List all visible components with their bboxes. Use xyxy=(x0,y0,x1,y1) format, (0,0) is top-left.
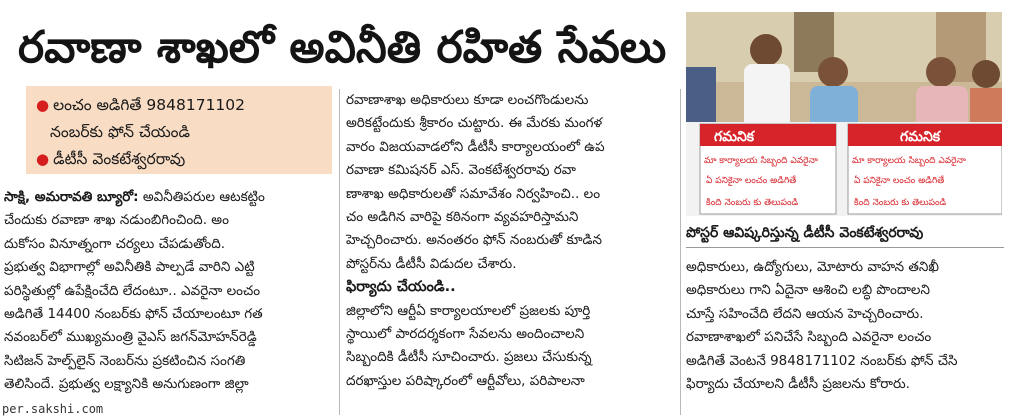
article-column-1 xyxy=(4,186,332,397)
article-line: అడిగితే 14400 నంబర్‌కు ఫోన్ చేయాలంటూ గత xyxy=(4,306,263,323)
article-line: తెలిసిందే. ప్రభుత్వ లక్ష్యానికి అనుగుణంగా జిల్లా xyxy=(4,376,249,393)
article-line: రవాణా కమిషనర్ ఎస్. వెంకటేశ్వరరావు రవా xyxy=(346,162,576,179)
highlights-box xyxy=(26,86,332,174)
article-line: అడిగితే వెంటనే 9848171102 నంబర్‌కు ఫోన్ చేసి xyxy=(686,352,958,369)
source-watermark: per.sakshi.com xyxy=(0,399,130,419)
bullet-icon: ● xyxy=(36,96,50,114)
article-line: దుకోసం వినూత్నంగా చర్యలు చేపడుతోంది. xyxy=(4,235,226,252)
article-line: నవంబర్‌లో ముఖ్యమంత్రి వైఎస్ జగన్‌మోహన్‌రెడ్డి xyxy=(4,329,257,346)
svg-text:మా కార్యాలయ సిబ్బంది ఎవరైనా: మా కార్యాలయ సిబ్బంది ఎవరైనా xyxy=(704,156,818,166)
poster-left xyxy=(700,124,836,214)
article-line: రవాణాశాఖ అధికారులు కూడా లంచగొండులను xyxy=(346,92,589,108)
highlight-line: ● డీటీసీ వెంకటేశ్వరరావు xyxy=(36,150,186,168)
article-line: అరికట్టేందుకు శ్రీకారం చుట్టారు. ఈ మేరకు మంగళ xyxy=(346,115,603,132)
article-line: స్థాయిలో పారదర్శకంగా సేవలను అందించాలని xyxy=(346,326,585,343)
svg-text:కింది నెంబరు కు తెలుపండి: కింది నెంబరు కు తెలుపండి xyxy=(854,198,947,208)
svg-text:ఏ పనికైనా లంచం అడిగితే: ఏ పనికైనా లంచం అడిగితే xyxy=(706,176,797,186)
article-line: సిబ్బందికి డీటీసీ సూచించారు. ప్రజలు చేసుకున్న xyxy=(346,349,592,366)
highlight-line: నంబర్‌కు ఫోన్ చేయండి xyxy=(50,123,191,141)
article-line: జిల్లాలోని ఆర్టీఏ కార్యాలయాలలో ప్రజలకు పూర్తి xyxy=(346,302,591,319)
highlight-line: ● లంచం అడిగితే 9848171102 xyxy=(36,96,246,114)
article-column-3 xyxy=(686,256,1008,396)
news-photo xyxy=(686,12,1002,216)
article-line: చూస్తే సహించేది లేదని ఆయన హెచ్చరించారు. xyxy=(686,305,924,322)
column-divider xyxy=(680,89,681,415)
article-line: ణాశాఖ అధికారులతో సమావేశం నిర్వహించి.. లం xyxy=(346,185,601,202)
subheading: ఫిర్యాదు చేయండి.. xyxy=(346,279,456,296)
poster-right xyxy=(848,124,1002,214)
article-line: వారం విజయవాడలోని డీటీసీ కార్యాలయంలో ఉప xyxy=(346,138,605,155)
photo-caption: పోస్టర్ ఆవిష్కరిస్తున్న డీటీసీ వెంకటేశ్వరరావు xyxy=(686,225,924,241)
article-line: ప్రభుత్వ విభాగాల్లో అవినీతికి పాల్పడే వారిని ఎట్టి xyxy=(4,259,255,276)
svg-text:ఏ పనికైనా లంచం అడిగితే: ఏ పనికైనా లంచం అడిగితే xyxy=(854,176,945,186)
article-line: సిటిజన్ హెల్ప్‌లైన్ నెంబర్‌ను ప్రకటించిన సంగతి xyxy=(4,352,246,369)
svg-text:గమనిక: గమనిక xyxy=(900,129,941,145)
svg-text:మా కార్యాలయ సిబ్బంది ఎవరైనా: మా కార్యాలయ సిబ్బంది ఎవరైనా xyxy=(852,156,966,166)
article-line: చం అడిగిన వారిపై కఠినంగా వ్యవహరిస్తామని xyxy=(346,209,579,226)
article-line: అధికారులు గాని ఏదైనా ఆశించి లబ్ధి పొందాలని xyxy=(686,282,930,299)
article-line: సాక్షి, అమరావతి బ్యూరో: అవినీతిపరుల ఆటకట్టిం xyxy=(4,189,265,205)
article-line: రవాణాశాఖలో పనిచేసే సిబ్బంది ఎవరైనా లంచం xyxy=(686,329,932,346)
article-line: పోస్టర్‌ను డీటీసీ విడుదల చేశారు. xyxy=(346,255,517,272)
article-line: పరిస్థితుల్లో ఉపేక్షించేది లేదంటూ.. ఎవరైనా లంచం xyxy=(4,282,261,299)
article-column-2 xyxy=(346,89,676,393)
svg-text:గమనిక: గమనిక xyxy=(714,129,755,145)
bullet-icon: ● xyxy=(36,150,50,168)
article-line: హెచ్చరించారు. అనంతరం ఫోన్ నంబరుతో కూడిన xyxy=(346,232,603,249)
column-divider xyxy=(339,89,340,415)
article-line: ఫిర్యాదు చేయాలని డీటీసీ ప్రజలను కోరారు. xyxy=(686,376,910,393)
dateline: సాక్షి, అమరావతి బ్యూరో: xyxy=(4,189,139,205)
photo-illustration xyxy=(686,12,1002,216)
svg-text:కింది నెంబరు కు తెలుపండి: కింది నెంబరు కు తెలుపండి xyxy=(706,198,799,208)
article-line: చేందుకు రవాణా శాఖ నడుంబిగించింది. అం xyxy=(4,212,229,229)
caption-divider xyxy=(686,247,1004,248)
article-line: అధికారులు, ఉద్యోగులు, మోటారు వాహన తనిఖీ xyxy=(686,259,939,275)
article-line: దరఖాస్తుల పరిష్కారంలో ఆర్టీవోలు, పరిపాలనా xyxy=(346,372,585,389)
headline: రవాణా శాఖలో అవినీతి రహిత సేవలు xyxy=(18,22,667,73)
